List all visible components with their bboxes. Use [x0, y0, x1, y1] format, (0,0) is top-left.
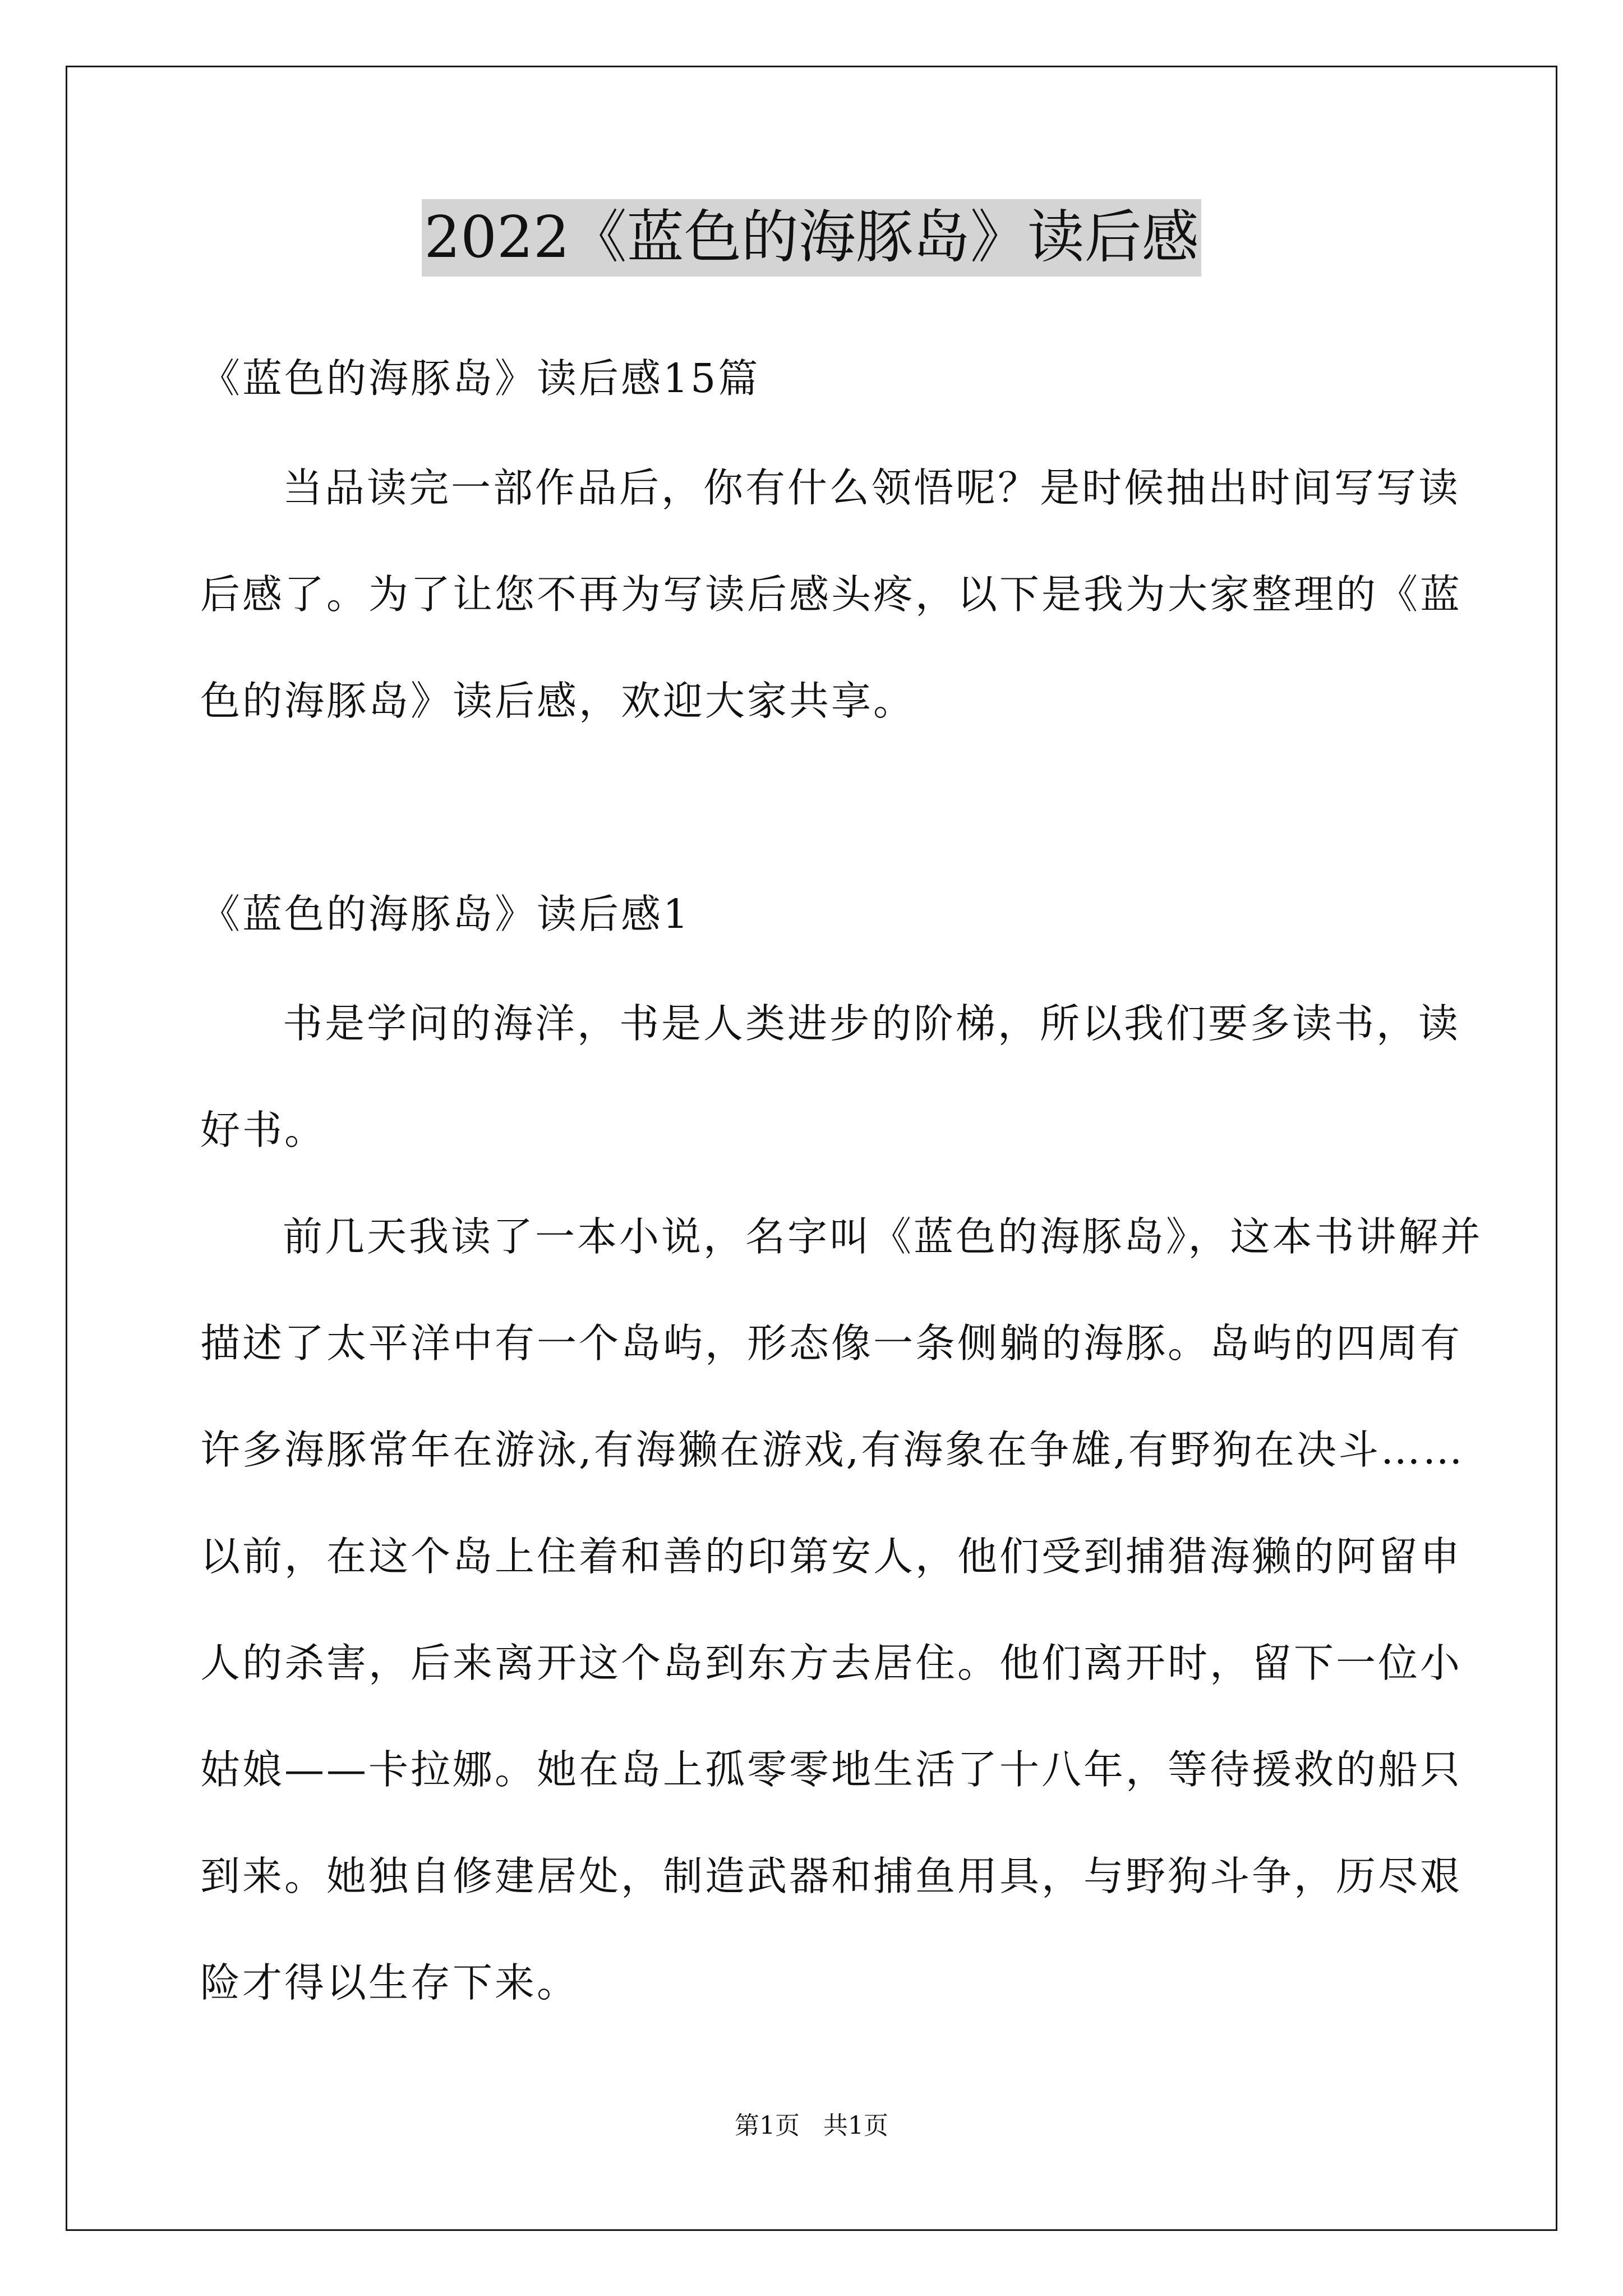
document-subtitle: 《蓝色的海豚岛》读后感15篇: [200, 355, 760, 402]
paragraph-line: 以前，在这个岛上住着和善的印第安人，他们受到捕猎海獭的阿留申: [200, 1533, 1463, 1580]
section-heading: 《蓝色的海豚岛》读后感1: [200, 891, 691, 937]
paragraph-line: 许多海豚常年在游泳,有海獭在游戏,有海象在争雄,有野狗在决斗……: [200, 1427, 1465, 1473]
paragraph-line: 到来。她独自修建居处，制造武器和捕鱼用具，与野狗斗争，历尽艰: [200, 1853, 1463, 1899]
intro-line: 当品读完一部作品后，你有什么领悟呢？是时候抽出时间写写读: [283, 464, 1461, 511]
paragraph-line: 前几天我读了一本小说，名字叫《蓝色的海豚岛》，这本书讲解并: [283, 1213, 1483, 1260]
page-footer: 第1页 共1页: [735, 2111, 888, 2140]
paragraph-line: 险才得以生存下来。: [200, 1959, 579, 2006]
paragraph-line: 人的杀害，后来离开这个岛到东方去居住。他们离开时，留下一位小: [200, 1640, 1463, 1686]
title-container: [0, 199, 1623, 277]
document-title: 2022《蓝色的海豚岛》读后感: [422, 199, 1201, 277]
paragraph-line: 描述了太平洋中有一个岛屿，形态像一条侧躺的海豚。岛屿的四周有: [200, 1320, 1463, 1366]
paragraph-line: 好书。: [200, 1107, 327, 1153]
intro-line: 后感了。为了让您不再为写读后感头疼，以下是我为大家整理的《蓝: [200, 571, 1463, 618]
paragraph-line: 姑娘——卡拉娜。她在岛上孤零零地生活了十八年，等待援救的船只: [200, 1746, 1463, 1793]
paragraph-line: 书是学问的海洋，书是人类进步的阶梯，所以我们要多读书，读: [283, 1000, 1461, 1047]
intro-line: 色的海豚岛》读后感，欢迎大家共享。: [200, 678, 916, 724]
